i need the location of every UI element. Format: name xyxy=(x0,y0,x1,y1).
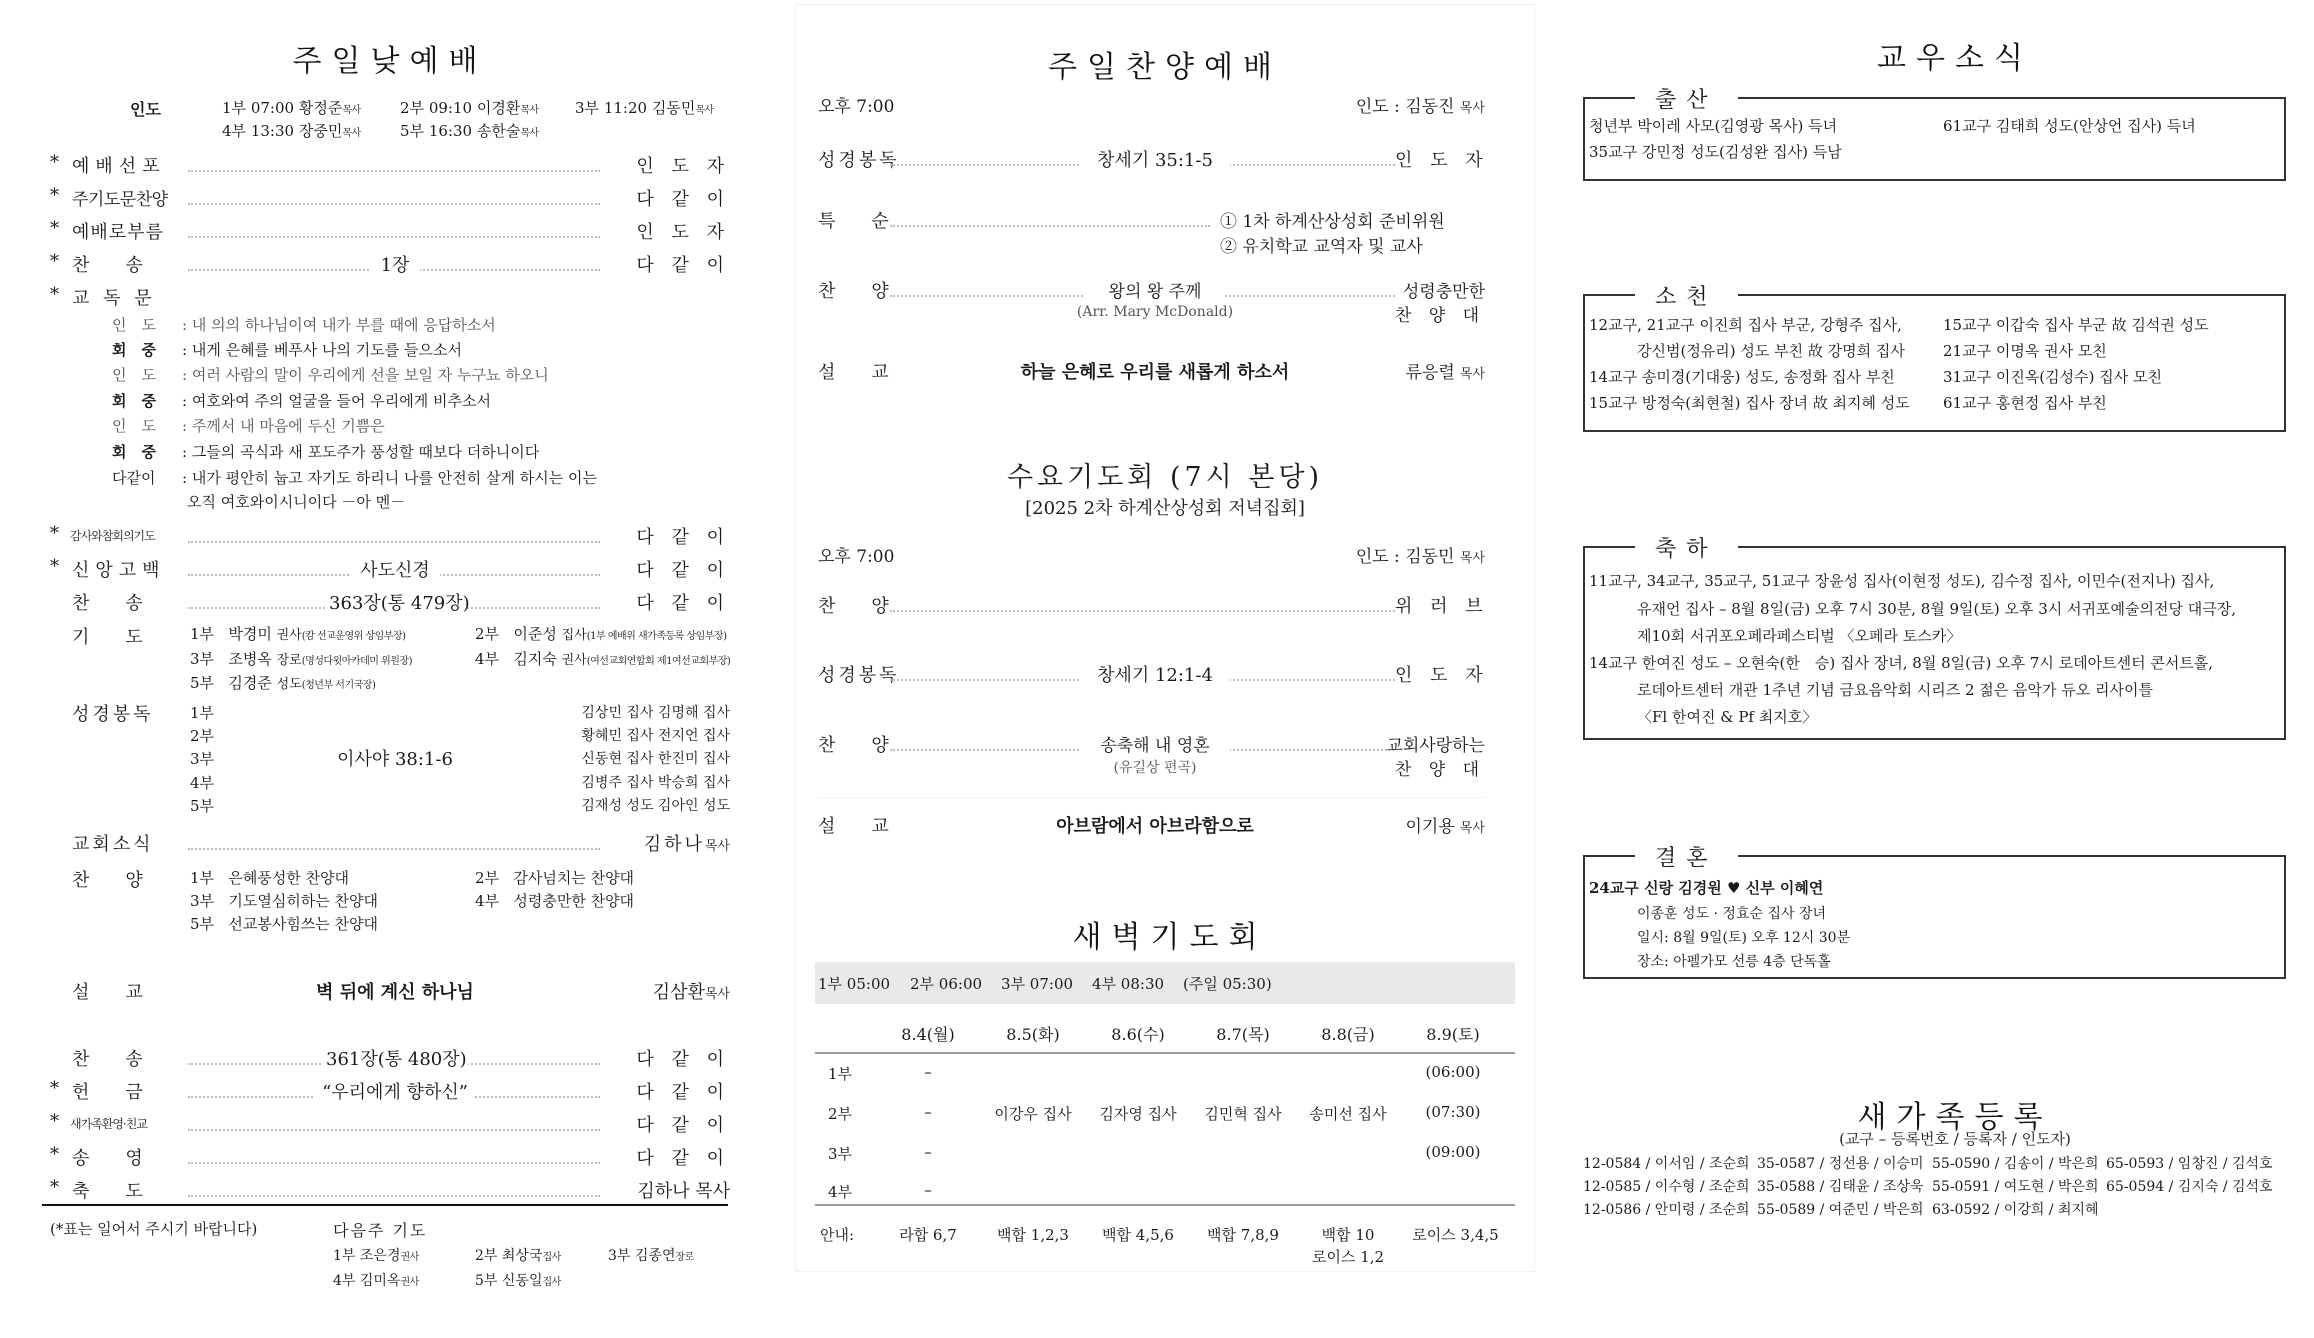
section-title: 수요기도회 (7시 본당) xyxy=(1006,462,1324,493)
service-time: 오후 7:00 xyxy=(818,97,895,117)
order-center: “우리에게 향하신” xyxy=(315,1078,475,1104)
standing-mark: * xyxy=(50,1078,59,1099)
order-right: 김하나 목사 xyxy=(637,1181,730,1202)
standing-mark: * xyxy=(50,218,59,239)
next-week-entry: 3부 김종연장로 xyxy=(608,1248,694,1264)
anthem-arranger: (유길상 편곡) xyxy=(1113,760,1197,776)
table-footer-line xyxy=(815,1204,1515,1206)
next-week-entry: 2부 최상국집사 xyxy=(475,1248,561,1264)
order-label: 새가족환영·친교 xyxy=(70,1117,147,1131)
news-item: 〈Fl 한여진 & Pf 최지호〉 xyxy=(1637,708,1818,726)
choir-name: 교회사랑하는 xyxy=(1386,736,1485,756)
reading-line: 오직 여호와이시니이다 －아 멘－ xyxy=(187,493,406,511)
order-right: 다 같 이 xyxy=(636,189,730,210)
service-leader: 인도 : 김동진 목사 xyxy=(1355,97,1485,117)
order-label: 성경봉독 xyxy=(818,150,900,171)
order-right: 인 도 자 xyxy=(636,156,730,177)
middle-panel xyxy=(795,4,1535,1272)
order-label: 예배선포 xyxy=(72,156,166,177)
time-slot: 3부 07:00 xyxy=(1001,975,1074,993)
anthem-arranger: (Arr. Mary McDonald) xyxy=(1076,304,1234,320)
sermon-preacher: 류응렬 목사 xyxy=(1405,363,1485,383)
order-label: 찬 송 xyxy=(72,593,143,614)
order-label: 주기도문찬양 xyxy=(72,190,168,210)
news-item: 12교구, 21교구 이진희 집사 부군, 강형주 집사, xyxy=(1589,316,1902,334)
standing-mark: * xyxy=(50,185,59,206)
anthem-title: 왕의 왕 주께 xyxy=(1085,277,1225,302)
news-item: 14교구 송미경(기대웅) 성도, 송정화 집사 부친 xyxy=(1589,368,1895,386)
scripture-readers: 신동현 집사 한진미 집사 xyxy=(581,751,730,767)
news-item: 이종훈 성도 · 정효순 집사 장녀 xyxy=(1637,906,1826,922)
special-line: ① 1차 하계산상성회 준비위원 xyxy=(1220,212,1445,232)
choir-entry: 3부 기도열심히하는 찬양대 xyxy=(190,892,379,910)
scripture-passage: 이사야 38:1-6 xyxy=(337,749,453,770)
scripture-passage: 창세기 12:1-4 xyxy=(1080,661,1230,687)
sermon-preacher: 김삼환목사 xyxy=(652,982,730,1003)
reading-line: 인 도 : 주께서 내 마음에 두신 기쁨은 xyxy=(112,417,385,435)
funeral-box xyxy=(1583,285,2286,432)
date-header: 8.5(화) xyxy=(1006,1025,1060,1044)
scripture-part: 4부 xyxy=(190,774,215,792)
scripture-readers: 황혜민 집사 전지언 집사 xyxy=(581,728,730,744)
scripture-readers: 김상민 집사 김명해 집사 xyxy=(581,705,730,721)
section-title: 교우소식 xyxy=(1877,41,2033,76)
leader-entry: 2부 09:10 이경환목사 xyxy=(400,99,539,117)
order-label: 교 독 문 xyxy=(72,288,156,309)
congrats-box xyxy=(1583,537,2286,740)
section-subtitle: [2025 2차 하계산상성회 저녁집회] xyxy=(1025,498,1305,519)
wedding-headline: 24교구 신랑 김경원 ♥ 신부 이혜연 xyxy=(1589,879,1824,897)
order-label: 찬 양 xyxy=(818,281,889,302)
news-item: 일시: 8월 9일(토) 오후 12시 30분 xyxy=(1637,930,1851,946)
order-label: 감사와참회의기도 xyxy=(70,529,155,543)
order-right: 위 러 브 xyxy=(1395,596,1489,617)
order-label: 찬 양 xyxy=(818,596,889,617)
news-item: 강신범(정유리) 성도 부친 故 강명희 집사 xyxy=(1637,342,1905,360)
leader-label: 인도 xyxy=(130,100,161,119)
choir-entry: 5부 선교봉사힘쓰는 찬양대 xyxy=(190,915,379,933)
next-week-entry: 5부 신동일집사 xyxy=(475,1273,561,1289)
order-center: 363장(통 479장) xyxy=(325,589,465,615)
order-label: 송 영 xyxy=(72,1148,143,1169)
order-right: 인 도 자 xyxy=(636,222,730,243)
news-item: 61교구 홍현정 집사 부친 xyxy=(1943,394,2107,412)
news-item: 61교구 김태희 성도(안상언 집사) 득녀 xyxy=(1943,117,2196,135)
box-label: 출산 xyxy=(1635,83,1738,114)
news-item: 15교구 이갑숙 집사 부군 故 김석권 성도 xyxy=(1943,316,2209,334)
reading-line: 회 중 : 그들의 곡식과 새 포도주가 풍성할 때보다 더하니이다 xyxy=(112,443,540,461)
leader-entry: 3부 11:20 김동민목사 xyxy=(575,99,714,117)
order-center: 사도신경 xyxy=(350,556,440,582)
order-label: 설 교 xyxy=(72,982,143,1003)
service-leader: 인도 : 김동민 목사 xyxy=(1355,547,1485,567)
order-label: 성경봉독 xyxy=(72,704,154,725)
anthem-title: 송축해 내 영혼 xyxy=(1080,731,1230,756)
scripture-part: 2부 xyxy=(190,727,215,745)
order-label: 예배로부름 xyxy=(72,222,164,243)
section-title: 주일찬양예배 xyxy=(1048,50,1282,85)
order-right: 다 같 이 xyxy=(636,255,730,276)
sermon-title: 벽 뒤에 계신 하나님 xyxy=(316,982,474,1003)
order-label: 설 교 xyxy=(818,816,889,837)
order-right: 다 같 이 xyxy=(636,1115,730,1136)
order-label: 찬 송 xyxy=(72,1049,143,1070)
order-right: 다 같 이 xyxy=(636,1049,730,1070)
order-right: 다 같 이 xyxy=(636,527,730,548)
news-item: 15교구 방정숙(최현철) 집사 장녀 故 최지혜 성도 xyxy=(1589,394,1910,412)
reading-line: 인 도 : 여러 사람의 말이 우리에게 선을 보일 자 누구뇨 하오니 xyxy=(112,366,549,384)
reading-line: 회 중 : 여호와여 주의 얼굴을 들어 우리에게 비추소서 xyxy=(112,392,491,410)
box-label: 축하 xyxy=(1635,532,1738,563)
order-label: 기 도 xyxy=(72,627,143,648)
order-center: 361장(통 480장) xyxy=(322,1045,468,1071)
reading-line: 다같이 : 내가 평안히 눕고 자기도 하리니 나를 안전히 살게 하시는 이는 xyxy=(112,469,597,487)
prayer-entry: 3부 조병옥 장로(명성다윗아카데미 위원장) xyxy=(190,650,412,668)
news-item: 로데아트센터 개관 1주년 기념 금요음악회 시리즈 2 젊은 음악가 듀오 리사이틀 xyxy=(1637,681,2153,699)
sermon-title: 아브람에서 아브라함으로 xyxy=(1056,816,1254,837)
order-right: 김하나목사 xyxy=(643,834,730,855)
choir-name: 찬 양 대 xyxy=(1394,760,1485,780)
reading-line: 회 중 : 내게 은혜를 베푸사 나의 기도를 들으소서 xyxy=(112,341,463,359)
order-label: 축 도 xyxy=(72,1181,143,1202)
reading-line: 인 도 : 내 의의 하나님이여 내가 부를 때에 응답하소서 xyxy=(112,316,496,334)
date-header: 8.9(토) xyxy=(1426,1025,1480,1044)
standing-mark: * xyxy=(50,251,59,272)
standing-mark: * xyxy=(50,556,59,577)
order-label: 성경봉독 xyxy=(818,665,900,686)
news-item: 31교구 이진옥(김성수) 집사 모친 xyxy=(1943,368,2162,386)
news-item: 제10회 서귀포오페라페스티벌 〈오페라 토스카〉 xyxy=(1637,627,1962,645)
scripture-readers: 김재성 성도 김아인 성도 xyxy=(581,798,730,814)
service-time: 오후 7:00 xyxy=(818,547,895,567)
order-label: 교회소식 xyxy=(72,834,154,855)
date-header: 8.6(수) xyxy=(1111,1025,1165,1044)
scripture-readers: 김병주 집사 박승희 집사 xyxy=(581,775,730,791)
order-label: 헌 금 xyxy=(72,1082,143,1103)
birth-box xyxy=(1583,88,2286,181)
prayer-entry: 2부 이준성 집사(1부 예배위 새가족등록 상임부장) xyxy=(475,625,727,643)
next-week-label: 다음주 기도 xyxy=(333,1221,428,1240)
next-week-entry: 4부 김미옥권사 xyxy=(333,1273,419,1289)
date-header: 8.8(금) xyxy=(1321,1025,1375,1044)
date-header: 8.7(목) xyxy=(1216,1025,1270,1044)
section-title: 새벽기도회 xyxy=(1072,920,1268,955)
next-week-entry: 1부 조은경권사 xyxy=(333,1248,419,1264)
footnote: (*표는 일어서 주시기 바랍니다) xyxy=(50,1220,258,1238)
news-item: 21교구 이명옥 권사 모친 xyxy=(1943,342,2107,360)
news-item: 14교구 한여진 성도 – 오현숙(한 승) 집사 장녀, 8월 8일(금) 오후 7시 로데아트센터 콘서트홀, xyxy=(1589,654,2214,672)
time-slot: (주일 05:30) xyxy=(1183,975,1272,993)
news-item: 11교구, 34교구, 35교구, 51교구 장윤성 집사(이현정 성도), 김수정 집사, 이민수(전지나) 집사, xyxy=(1589,572,2215,590)
order-label: 신앙고백 xyxy=(72,560,166,581)
divider xyxy=(42,1204,728,1206)
choir-entry: 2부 감사넘치는 찬양대 xyxy=(475,869,635,887)
standing-mark: * xyxy=(50,1144,59,1165)
section-title: 주일낮예배 xyxy=(292,44,488,79)
news-item: 35교구 강민정 성도(김성완 집사) 득남 xyxy=(1589,143,1842,161)
leader-entry: 1부 07:00 황정준목사 xyxy=(222,99,361,117)
standing-mark: * xyxy=(50,152,59,173)
leader-entry: 4부 13:30 장중민목사 xyxy=(222,122,361,140)
sermon-title: 하늘 은혜로 우리를 새롭게 하소서 xyxy=(1020,362,1290,383)
section-title: 새가족등록 xyxy=(1857,1100,2053,1135)
choir-name: 성령충만한 xyxy=(1402,282,1485,302)
time-slot: 4부 08:30 xyxy=(1092,975,1165,993)
order-right: 다 같 이 xyxy=(636,560,730,581)
prayer-entry: 5부 김경준 성도(청년부 서기국장) xyxy=(190,674,376,692)
standing-mark: * xyxy=(50,1111,59,1132)
section-subtitle: (교구 – 등록번호 / 등록자 / 인도자) xyxy=(1839,1130,2071,1148)
order-label: 특 순 xyxy=(818,211,889,232)
order-right: 다 같 이 xyxy=(636,593,730,614)
order-label: 찬 송 xyxy=(72,255,143,276)
wedding-box xyxy=(1583,846,2286,979)
scripture-part: 3부 xyxy=(190,750,215,768)
choir-entry: 1부 은혜풍성한 찬양대 xyxy=(190,869,350,887)
order-right: 다 같 이 xyxy=(636,1082,730,1103)
time-slot: 2부 06:00 xyxy=(910,975,983,993)
choir-entry: 4부 성령충만한 찬양대 xyxy=(475,892,635,910)
order-label: 찬 양 xyxy=(818,735,889,756)
news-item: 유재언 집사 – 8월 8일(금) 오후 7시 30분, 8월 9일(토) 오후 3시 서귀포예술의전당 대극장, xyxy=(1637,600,2236,618)
standing-mark: * xyxy=(50,1177,59,1198)
prayer-entry: 4부 김지숙 권사(여선교회연합회 제1여선교회부장) xyxy=(475,650,731,668)
order-right: 인 도 자 xyxy=(1395,150,1489,171)
order-right: 인 도 자 xyxy=(1395,665,1489,686)
choir-name: 찬 양 대 xyxy=(1394,306,1485,326)
divider xyxy=(818,797,1485,798)
standing-mark: * xyxy=(50,523,59,544)
prayer-entry: 1부 박경미 권사(캄 선교운영위 상임부장) xyxy=(190,625,406,643)
scripture-passage: 창세기 35:1-5 xyxy=(1080,146,1230,172)
order-label: 설 교 xyxy=(818,362,889,383)
standing-mark: * xyxy=(50,284,59,305)
box-label: 소천 xyxy=(1635,280,1738,311)
table-header-line xyxy=(815,1052,1515,1054)
order-center: 1장 xyxy=(370,251,420,277)
box-label: 결혼 xyxy=(1635,841,1738,872)
date-header: 8.4(월) xyxy=(901,1025,955,1044)
time-slot: 1부 05:00 xyxy=(818,975,891,993)
sermon-preacher: 이기용 목사 xyxy=(1405,817,1485,837)
news-item: 장소: 아펠가모 선릉 4층 단독홀 xyxy=(1637,954,1831,970)
order-label: 찬 양 xyxy=(72,870,143,891)
scripture-part: 1부 xyxy=(190,704,215,722)
leader-entry: 5부 16:30 송한술목사 xyxy=(400,122,539,140)
scripture-part: 5부 xyxy=(190,797,215,815)
special-line: ② 유치학교 교역자 및 교사 xyxy=(1220,237,1423,257)
order-right: 다 같 이 xyxy=(636,1148,730,1169)
news-item: 청년부 박이레 사모(김영광 목사) 득녀 xyxy=(1589,117,1838,135)
